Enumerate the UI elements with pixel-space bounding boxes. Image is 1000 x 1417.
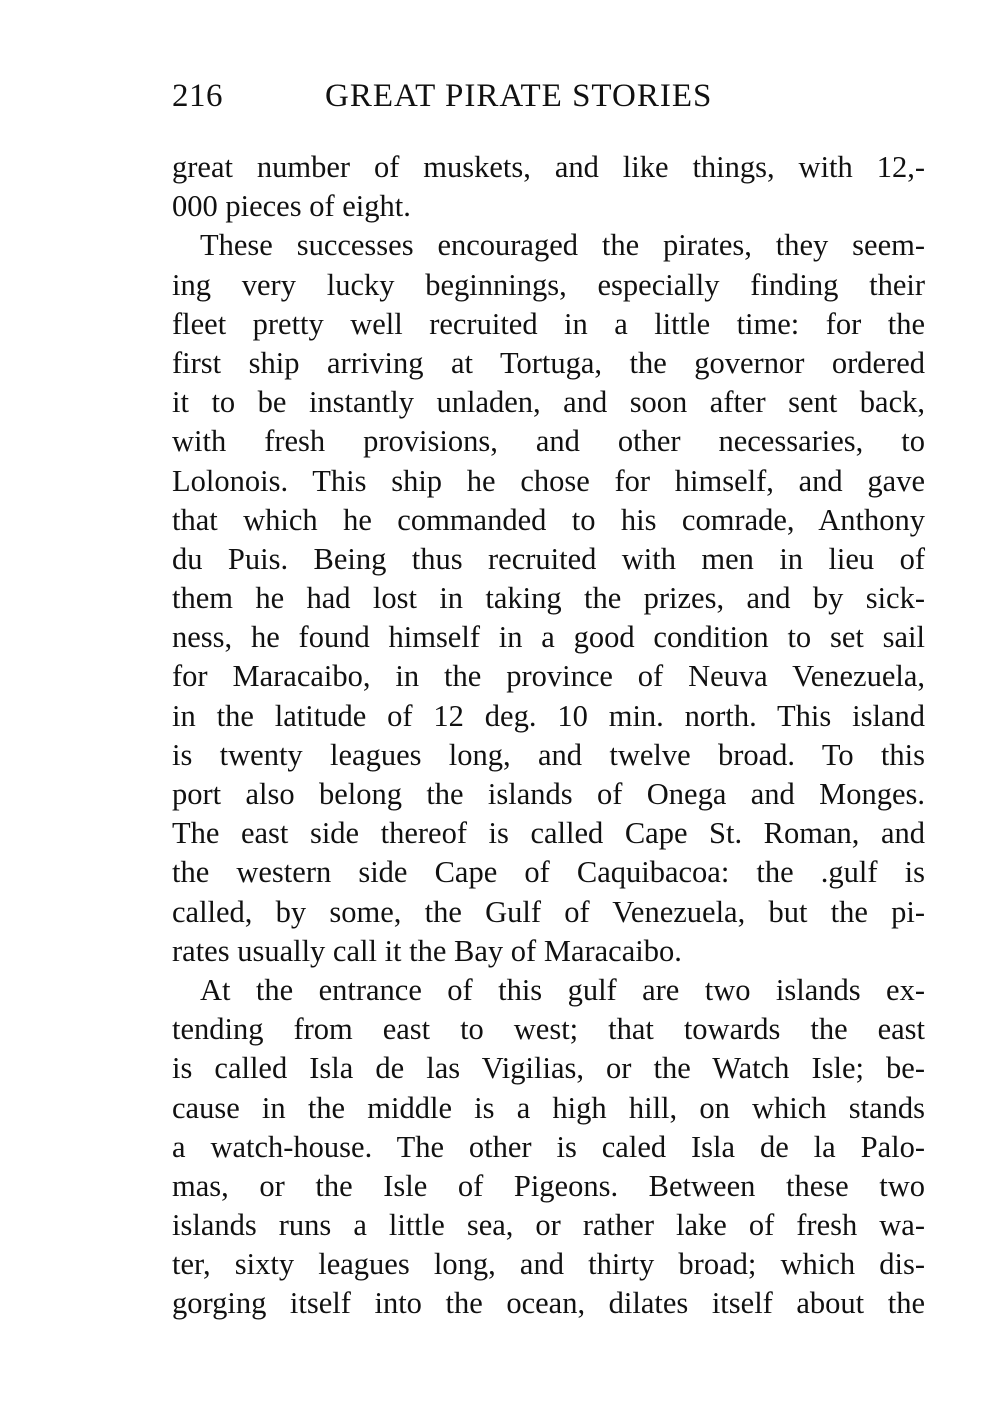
text-line: mas, or the Isle of Pigeons. Between these two [172, 1168, 925, 1203]
text-line: is called Isla de las Vigilias, or the Watch Isle; be- [172, 1051, 925, 1086]
text-line: port also belong the islands of Onega and Monges. [172, 777, 925, 811]
text-line: The east side thereof is called Cape St. Roman, and [172, 816, 925, 851]
text-line: ness, he found himself in a good condition to set sail [172, 620, 925, 655]
text-line: a watch-house. The other is caled Isla de la Palo- [172, 1129, 925, 1164]
body-text [172, 148, 925, 1324]
text-line: rates usually call it the Bay of Maracaibo. [172, 933, 682, 968]
text-line: is twenty leagues long, and twelve broad. To this [172, 737, 925, 772]
text-line: fleet pretty well recruited in a little time: for the [172, 306, 925, 341]
text-line: tending from east to west; that towards the east [172, 1012, 925, 1047]
text-line: 000 pieces of eight. [172, 189, 411, 224]
text-line: in the latitude of 12 deg. 10 min. north. This island [172, 698, 925, 733]
text-line: that which he commanded to his comrade, Anthony [172, 502, 925, 537]
text-line: ter, sixty leagues long, and thirty broad; which dis- [172, 1247, 925, 1282]
running-title: GREAT PIRATE STORIES [325, 78, 713, 114]
text-line: These successes encouraged the pirates, they seem- [200, 228, 925, 263]
text-line: first ship arriving at Tortuga, the governor ordered [172, 345, 925, 380]
text-line: At the entrance of this gulf are two islands ex- [200, 972, 925, 1007]
page-number: 216 [172, 78, 223, 114]
text-line: called, by some, the Gulf of Venezuela, but the pi- [172, 894, 925, 929]
text-line: for Maracaibo, in the province of Neuva Venezuela, [172, 659, 925, 694]
text-line: du Puis. Being thus recruited with men in lieu of [172, 541, 925, 576]
text-line: Lolonois. This ship he chose for himself, and gave [172, 463, 925, 498]
text-line: it to be instantly unladen, and soon after sent back, [172, 385, 925, 420]
running-header [172, 78, 782, 122]
text-line: with fresh provisions, and other necessaries, to [172, 424, 925, 459]
text-line: ing very lucky beginnings, especially finding their [172, 267, 925, 302]
text-line: great number of muskets, and like things, with 12,- [172, 150, 925, 184]
text-line: islands runs a little sea, or rather lake of fresh wa- [172, 1208, 925, 1243]
text-line: them he had lost in taking the prizes, and by sick- [172, 581, 925, 616]
text-line: gorging itself into the ocean, dilates itself about the [172, 1286, 925, 1321]
text-line: the western side Cape of Caquibacoa: the .gulf is [172, 855, 925, 890]
text-line: cause in the middle is a high hill, on which stands [172, 1090, 925, 1125]
